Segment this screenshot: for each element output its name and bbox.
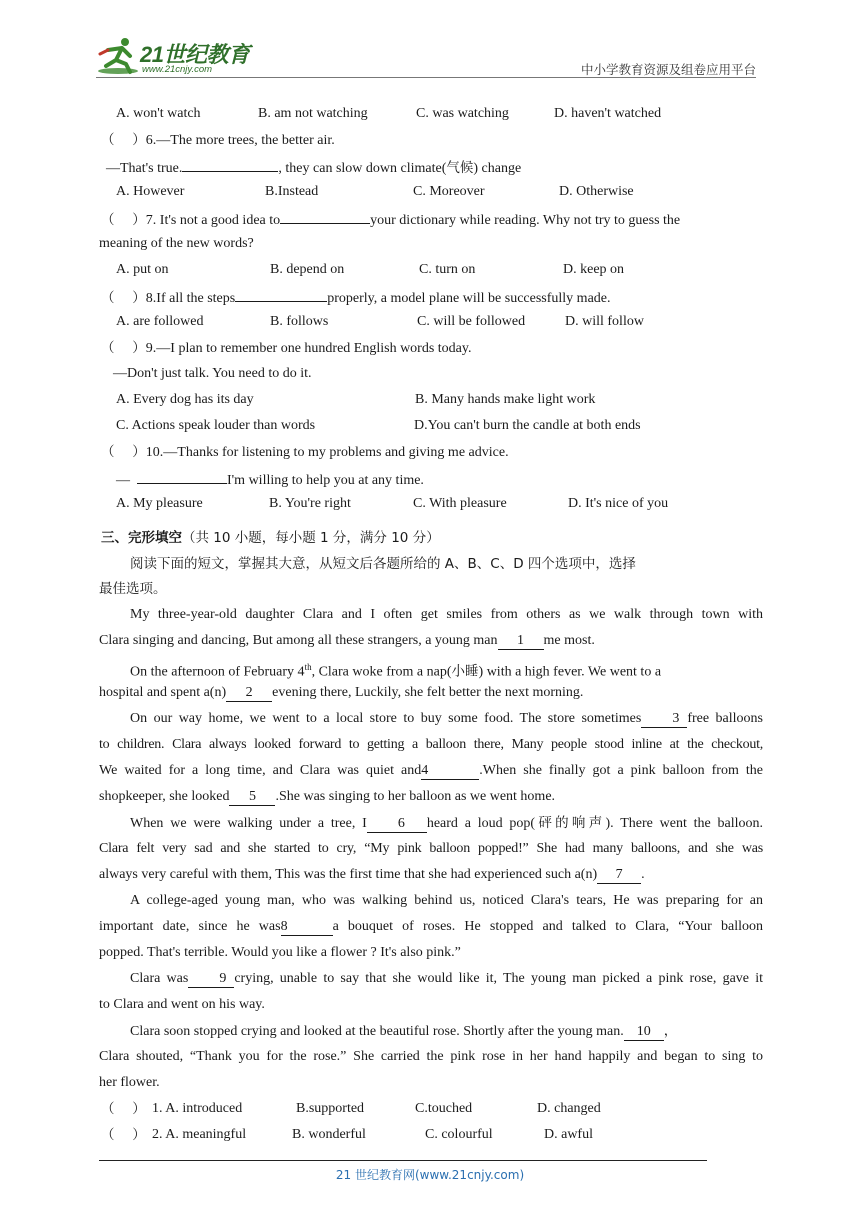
answer-bracket: （ ） (101, 132, 146, 148)
passage-superscript: th (304, 662, 312, 672)
cloze-blank-6: 6 (367, 816, 427, 833)
q9-option-d: D.You can't burn the candle at both ends (414, 418, 641, 433)
passage-text: free balloons (687, 711, 763, 726)
passage-text: ). There went the balloon. (605, 816, 764, 831)
footer-link[interactable]: 21 世纪教育网(www.21cnjy.com) (335, 1168, 525, 1182)
answer-bracket: （ ） (101, 340, 146, 356)
q5-option-c: C. was watching (416, 106, 509, 121)
cloze-q2-option-a: 2. A. meaningful (152, 1127, 247, 1142)
passage-line (99, 628, 763, 654)
passage-text: When we were walking under a tree, I (130, 816, 367, 831)
chinese-gloss: 砰的响声 (535, 815, 606, 831)
answer-blank (182, 157, 278, 172)
q5-option-d: D. haven't watched (554, 106, 662, 121)
q8-option-a: A. are followed (116, 314, 204, 329)
cloze-blank-1: 1 (498, 633, 544, 650)
q8-option-c: C. will be followed (417, 314, 526, 329)
q6-reply: —That's true. (106, 161, 183, 176)
passage-text: .When she finally got a pink balloon from the (479, 763, 763, 778)
q8-option-b: B. follows (270, 314, 329, 329)
logo-url-text: www.21cnjy.com (142, 64, 213, 75)
passage-line: Clara felt very sad and she started to cry, “My pink balloon popped!” She had many balloons, and she was (99, 841, 763, 856)
q6-option-d: D. Otherwise (559, 184, 634, 199)
q7-line2: meaning of the new words? (99, 236, 254, 251)
q10-option-a: A. My pleasure (116, 496, 203, 511)
answer-blank (235, 287, 327, 302)
q7-option-d: D. keep on (563, 262, 625, 277)
q7-stem (101, 209, 680, 230)
passage-text: . (641, 867, 645, 882)
footer-divider (99, 1160, 707, 1161)
section-title: 三、完形填空 (101, 530, 182, 546)
passage-text: important date, since he was (99, 919, 281, 934)
q9-option-b: B. Many hands make light work (415, 392, 596, 407)
passage-text: heard a loud pop( (426, 816, 536, 831)
passage-text: me most. (543, 633, 595, 648)
q6-stem (101, 131, 335, 150)
q8-question-cont: properly, a model plane will be successfully made. (327, 291, 611, 306)
q8-stem (101, 287, 611, 308)
q7-question: 7. It's not a good idea to (145, 213, 281, 228)
q10-reply: I'm willing to help you at any time. (227, 473, 424, 488)
chinese-gloss: 小睡 (451, 663, 479, 680)
cloze-q2-bracket (101, 1126, 146, 1145)
answer-blank (280, 209, 370, 224)
q6-question: 6.—The more trees, the better air. (145, 133, 335, 148)
cloze-blank-7: 7 (597, 867, 641, 884)
cloze-blank-8: 8 (281, 919, 333, 936)
cloze-q1-option-b: B.supported (296, 1101, 365, 1116)
q5-option-b: B. am not watching (258, 106, 368, 121)
passage-text: Clara singing and dancing, But among all these strangers, a young man (99, 633, 498, 648)
header-divider (96, 77, 756, 78)
q9-option-c: C. Actions speak louder than words (116, 418, 316, 433)
passage-line: Clara shouted, “Thank you for the rose.” She carried the pink rose in her hand happily and began to sing to (99, 1049, 763, 1064)
q9-line2: —Don't just talk. You need to do it. (113, 366, 312, 381)
q10-question: 10.—Thanks for listening to my problems and giving me advice. (145, 445, 509, 460)
cloze-q2-option-d: D. awful (544, 1127, 593, 1142)
passage-text: ) with a high fever. We went to a (478, 664, 662, 680)
q7-option-b: B. depend on (270, 262, 345, 277)
site-logo (96, 34, 266, 78)
cloze-blank-2: 2 (226, 685, 272, 702)
passage-line (99, 966, 763, 992)
passage-line (99, 758, 763, 784)
cloze-blank-3: 3 (641, 711, 687, 728)
passage-line (99, 784, 763, 810)
q10-dash: — (116, 473, 130, 488)
q6-chinese-gloss: 气候 (446, 160, 474, 176)
answer-bracket: （ ） (101, 444, 146, 460)
q8-option-d: D. will follow (565, 314, 644, 329)
q10-option-b: B. You're right (269, 496, 351, 511)
passage-line: popped. That's terrible. Would you like a flower ? It's also pink.” (99, 945, 461, 960)
q6-option-c: C. Moreover (413, 184, 485, 199)
q6-line2 (106, 157, 521, 178)
answer-bracket: （ ） (101, 290, 146, 306)
answer-bracket: （ ） (101, 1101, 146, 1117)
passage-text: .She was singing to her balloon as we went home. (275, 789, 556, 804)
passage-text: Clara was (130, 971, 189, 986)
q8-question: 8.If all the steps (145, 291, 236, 306)
passage-text: We waited for a long time, and Clara was quiet and (99, 763, 422, 778)
q9-option-a: A. Every dog has its day (116, 392, 254, 407)
q10-line2 (116, 469, 424, 490)
section-instruction-2: 最佳选项。 (99, 581, 167, 597)
passage-line (99, 862, 763, 888)
passage-text: ， (663, 1023, 678, 1039)
passage-text: crying, unable to say that she would like it, The young man picked a pink rose, gave it (234, 971, 763, 986)
q7-option-a: A. put on (116, 262, 169, 277)
cloze-q1-option-c: C.touched (415, 1101, 473, 1116)
passage-text: evening there, Luckily, she felt better the next morning. (272, 685, 584, 700)
passage-line (99, 654, 763, 680)
cloze-q1-bracket (101, 1100, 146, 1119)
q9-question: 9.—I plan to remember one hundred English words today. (145, 341, 472, 356)
cloze-q1-option-a: 1. A. introduced (152, 1101, 243, 1116)
passage-text: shopkeeper, she looked (99, 789, 230, 804)
cloze-q2-option-c: C. colourful (425, 1127, 493, 1142)
passage-line (99, 680, 763, 706)
passage-line (99, 1018, 763, 1044)
cloze-blank-10: 10 (624, 1024, 664, 1041)
logo-brand-text: 21世纪教育 (140, 42, 250, 67)
cloze-blank-9: 9 (188, 971, 234, 988)
passage-text: On the afternoon of February 4 (130, 664, 305, 680)
q7-option-c: C. turn on (419, 262, 476, 277)
cloze-q1-option-d: D. changed (537, 1101, 601, 1116)
answer-blank (137, 469, 227, 484)
platform-title: 中小学教育资源及组卷应用平台 (580, 62, 756, 77)
passage (99, 602, 763, 1096)
passage-text: On our way home, we went to a local store to buy some food. The store sometimes (130, 711, 642, 726)
q6-reply-cont: , they can slow down climate( (278, 161, 447, 176)
q6-option-a: A. However (116, 184, 185, 199)
page-header (96, 34, 756, 80)
passage-line: to children. Clara always looked forward to getting a balloon there, Many people stood inline at the checkout, (99, 737, 763, 752)
passage-line: to Clara and went on his way. (99, 997, 265, 1012)
q10-option-d: D. It's nice of you (568, 496, 669, 511)
passage-line (99, 706, 763, 732)
q5-option-a: A. won't watch (116, 106, 201, 121)
passage-text: a bouquet of roses. He stopped and talked to Clara, “Your balloon (332, 919, 763, 934)
passage-line (99, 810, 763, 836)
passage-line: her flower. (99, 1075, 160, 1090)
q10-stem (101, 443, 509, 462)
section-heading (101, 529, 440, 547)
passage-text: Clara soon stopped crying and looked at the beautiful rose. Shortly after the young man. (130, 1024, 624, 1039)
passage-text: , Clara woke from a nap( (311, 664, 452, 680)
section-instruction-1: 阅读下面的短文，掌握其大意，从短文后各题所给的 A、B、C、D 四个选项中，选择 (130, 556, 636, 572)
passage-line: My three-year-old daughter Clara and I often get smiles from others as we walk through town with (130, 607, 763, 622)
cloze-blank-5: 5 (229, 789, 275, 806)
q7-question-cont: your dictionary while reading. Why not try to guess the (370, 213, 681, 228)
runner-logo-icon (96, 36, 140, 76)
cloze-q2-option-b: B. wonderful (292, 1127, 366, 1142)
passage-text: always very careful with them, This was the first time that she had experienced such a(n) (99, 867, 598, 882)
passage-line (99, 914, 763, 940)
passage-text: hospital and spent a(n) (99, 685, 227, 700)
answer-bracket: （ ） (101, 1127, 146, 1143)
q10-option-c: C. With pleasure (413, 496, 507, 511)
q9-stem (101, 339, 471, 358)
answer-bracket: （ ） (101, 212, 146, 228)
q6-reply-end: ) change (473, 161, 522, 176)
cloze-blank-4: 4 (421, 763, 479, 780)
q6-option-b: B.Instead (265, 184, 319, 199)
passage-line: A college-aged young man, who was walking behind us, noticed Clara's tears, He was preparing for an (130, 893, 763, 908)
section-note: （共 10 小题，每小题 1 分，满分 10 分） (182, 530, 440, 546)
